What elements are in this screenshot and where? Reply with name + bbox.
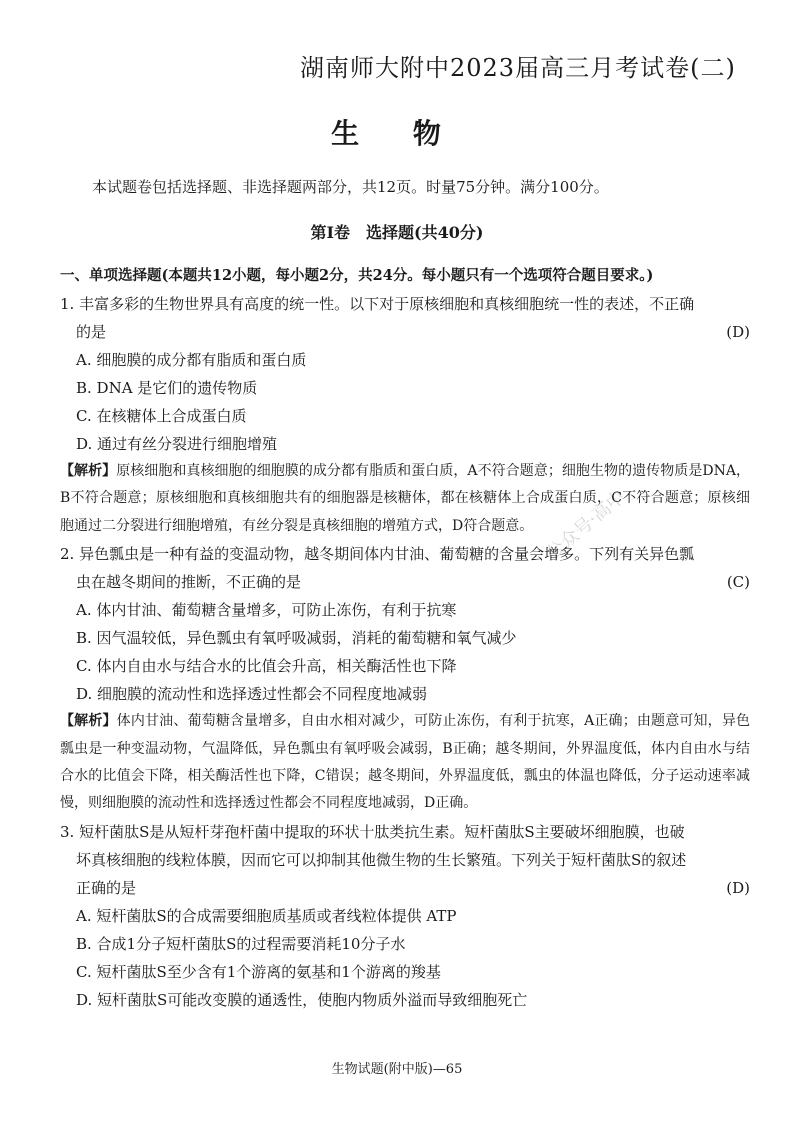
q2-stem-line2: 虫在越冬期间的推断，不正确的是 bbox=[76, 573, 302, 592]
question-2 bbox=[60, 540, 750, 818]
q3-option-b: B. 合成1分子短杆菌肽S的过程需要消耗10分子水 bbox=[76, 934, 406, 953]
q3-stem-line1: 3. 短杆菌肽S是从短杆芽孢杆菌中提取的环状十肽类抗生素。短杆菌肽S主要破坏细胞膜，也破 bbox=[60, 822, 685, 841]
q1-analysis-tag: 【解析】 bbox=[60, 463, 117, 479]
q2-option-a: A. 体内甘油、葡萄糖含量增多，可防止冻伤，有利于抗寒 bbox=[76, 601, 457, 620]
q1-option-c: C. 在核糖体上合成蛋白质 bbox=[76, 407, 247, 425]
q1-analysis-text: 原核细胞和真核细胞的细胞膜的成分都有脂质和蛋白质，A不符合题意；细胞生物的遗传物质是DNA，B不符合题意；原核细胞和真核细胞共有的细胞器是核糖体，都在核糖体上合成蛋白质，C不符合题意；原核细胞通过二分裂进行细胞增殖，有丝分裂是真核细胞的增殖方式，D符合题意。 bbox=[60, 463, 750, 534]
q3-option-c: C. 短杆菌肽S至少含有1个游离的氨基和1个游离的羧基 bbox=[76, 962, 441, 981]
page-footer: 生物试题(附中版)—65 bbox=[331, 1062, 463, 1077]
q2-stem-line1: 2. 异色瓢虫是一种有益的变温动物，越冬期间体内甘油、葡萄糖的含量会增多。下列有关异色瓢 bbox=[60, 545, 695, 564]
q1-option-a: A. 细胞膜的成分都有脂质和蛋白质 bbox=[76, 351, 307, 369]
q3-answer: (D) bbox=[726, 878, 750, 897]
q2-option-b: B. 因气温较低，异色瓢虫有氧呼吸减弱，消耗的葡萄糖和氧气减少 bbox=[76, 629, 517, 648]
q1-option-d: D. 通过有丝分裂进行细胞增殖 bbox=[76, 435, 278, 453]
instruction: 一、单项选择题(本题共12小题，每小题2分，共24分。每小题只有一个选项符合题目要求。) bbox=[60, 267, 654, 284]
q3-stem-line2: 坏真核细胞的线粒体膜，因而它可以抑制其他微生物的生长繁殖。下列关于短杆菌肽S的叙述 bbox=[76, 850, 687, 869]
q2-analysis bbox=[60, 708, 750, 818]
q2-analysis-tag: 【解析】 bbox=[60, 713, 117, 730]
section-title: 第Ⅰ卷 选择题(共40分) bbox=[310, 223, 484, 242]
question-3 bbox=[60, 818, 750, 1014]
q3-option-d: D. 短杆菌肽S可能改变膜的通透性，使胞内物质外溢而导致细胞死亡 bbox=[76, 990, 528, 1009]
subject-title: 生 物 bbox=[331, 117, 463, 150]
watermark-text: 公众号·高中 bbox=[542, 486, 630, 565]
q2-analysis-text: 体内甘油、葡萄糖含量增多，自由水相对减少，可防止冻伤，有利于抗寒，A正确；由题意可知，异色瓢虫是一种变温动物，气温降低，异色瓢虫有氧呼吸会减弱，B正确；越冬期间，外界温度低，体内自由水与结合水的比值会下降，相关酶活性也下降，C错误；越冬期间，外界温度低，瓢虫的体温也降低，分子运动速率减慢，则细胞膜的流动性和选择透过性都会不同程度地减弱，D正确。 bbox=[60, 713, 751, 812]
q3-option-a: A. 短杆菌肽S的合成需要细胞质基质或者线粒体提供 ATP bbox=[76, 906, 457, 925]
exam-title: 湖南师大附中2023届高三月考试卷(二) bbox=[300, 54, 736, 82]
q3-stem-line3: 正确的是 bbox=[76, 878, 137, 897]
q2-answer: (C) bbox=[726, 573, 750, 592]
q1-answer: (D) bbox=[726, 323, 750, 341]
q1-analysis bbox=[60, 458, 750, 540]
question-content bbox=[60, 262, 750, 1014]
q1-stem-line1: 1. 丰富多彩的生物世界具有高度的统一性。以下对于原核细胞和真核细胞统一性的表述，不正确 bbox=[60, 295, 695, 313]
q2-option-c: C. 体内自由水与结合水的比值会升高，相关酶活性也下降 bbox=[76, 657, 457, 676]
q1-stem-line2: 的是 bbox=[76, 323, 107, 341]
exam-intro: 本试题卷包括选择题、非选择题两部分，共12页。时量75分钟。满分100分。 bbox=[92, 178, 609, 196]
question-1 bbox=[60, 290, 750, 540]
q2-option-d: D. 细胞膜的流动性和选择透过性都会不同程度地减弱 bbox=[76, 685, 428, 704]
q1-option-b: B. DNA 是它们的遗传物质 bbox=[76, 379, 258, 397]
